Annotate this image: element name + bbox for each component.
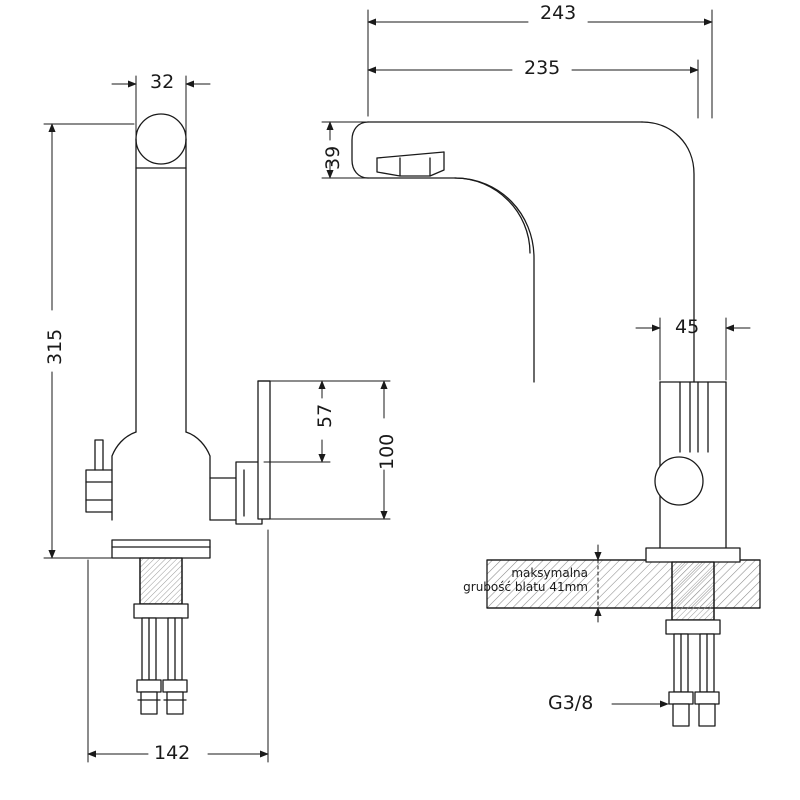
worktop-thickness-note — [416, 566, 588, 594]
dimension-label-thread-size: G3/8 — [548, 692, 594, 714]
dimension-label-base-width: 142 — [154, 742, 191, 764]
dimension-label-spout-top-width: 32 — [150, 71, 175, 93]
dimension-label-lever-offset: 57 — [314, 403, 336, 428]
worktop-note-line-1: maksymalna — [511, 566, 588, 580]
dimension-label-overall-height: 315 — [44, 328, 66, 365]
worktop-note-line-2: grubość blatu 41mm — [463, 580, 588, 594]
dimension-label-spout-reach-aerator: 235 — [524, 57, 561, 79]
dimension-label-body-width: 45 — [675, 316, 700, 338]
dimension-label-lever-height: 100 — [376, 433, 398, 470]
dimension-label-spout-head-height: 39 — [322, 145, 344, 170]
dimension-label-spout-reach-total: 243 — [540, 2, 577, 24]
